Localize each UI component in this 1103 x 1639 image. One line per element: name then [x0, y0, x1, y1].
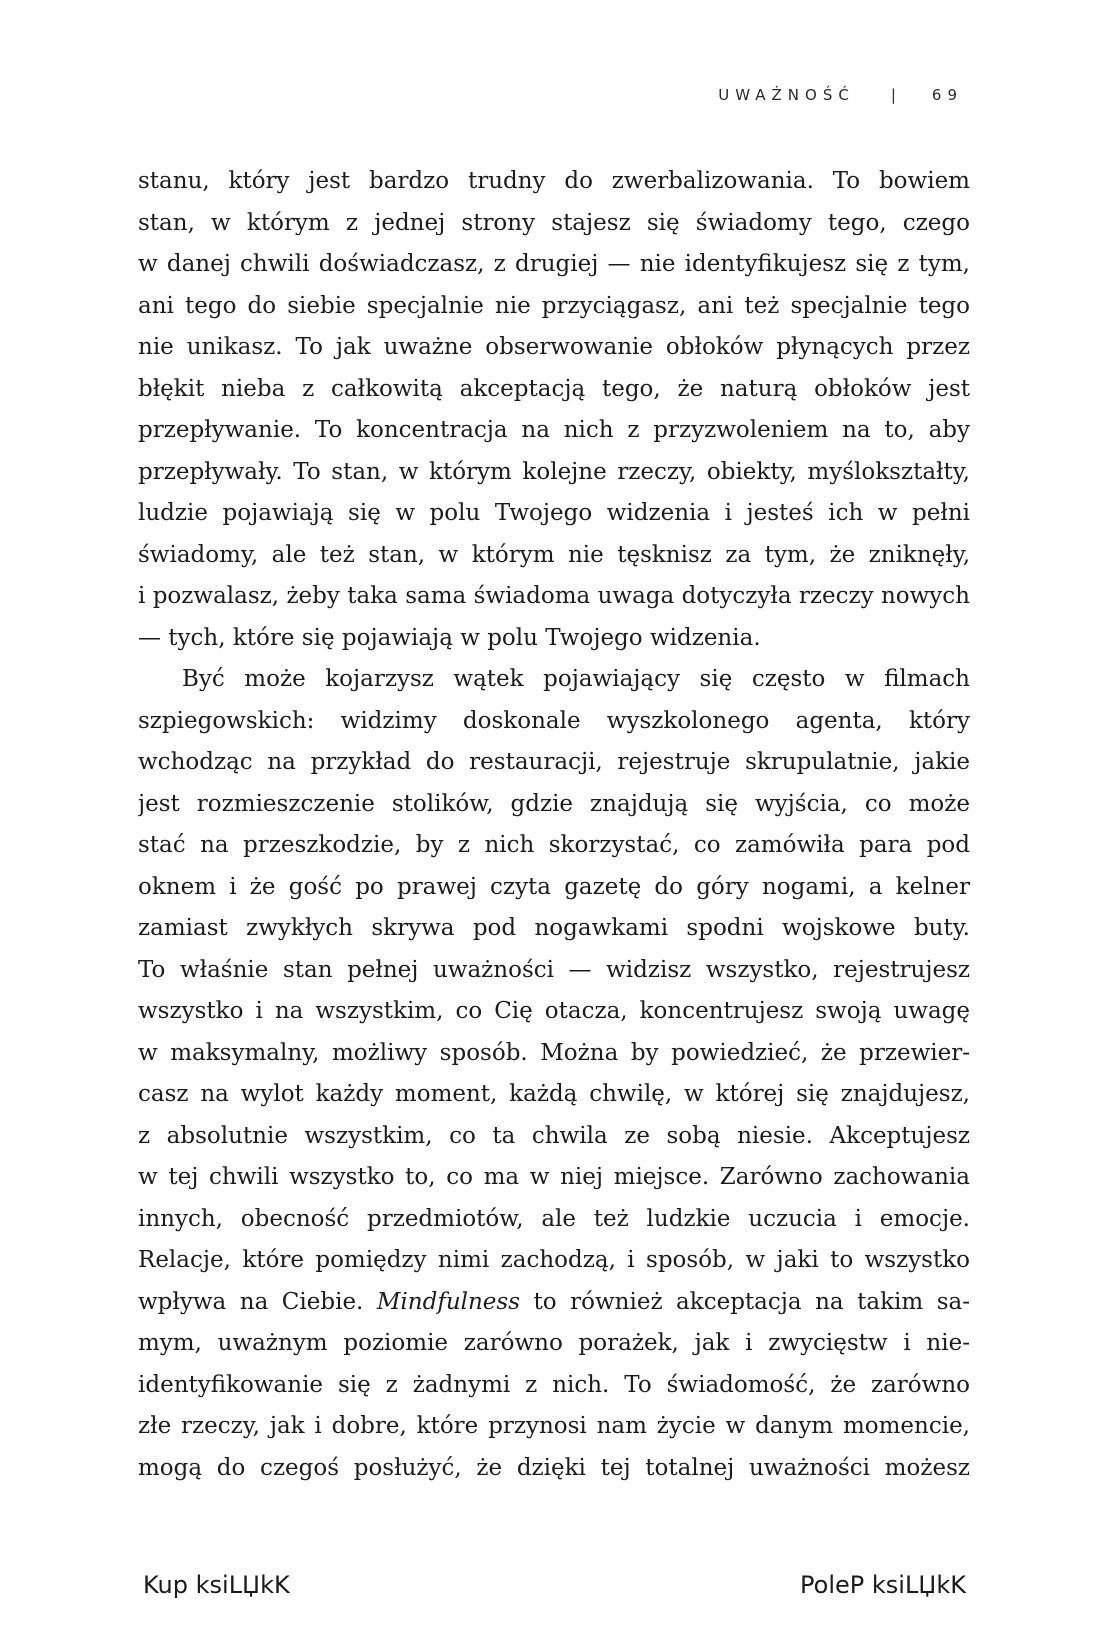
text-line: przepływanie. To koncentracja na nich z przyzwoleniem na to, aby [138, 417, 970, 443]
text-line: złe rzeczy, jak i dobre, które przynosi nam życie w danym momencie, [138, 1413, 970, 1439]
text-segment: to również akceptacja na takim sa- [520, 1288, 970, 1315]
text-line: stać na przeszkodzie, by z nich skorzystać, co zamówiła para pod [138, 832, 970, 858]
text-line: jest rozmieszczenie stolików, gdzie znajdują się wyjścia, co może [138, 790, 970, 817]
text-line: w danej chwili doświadczasz, z drugiej — nie identyfikujesz się z tym, [138, 251, 970, 277]
recommend-book-link[interactable]: PoleP ksiLЏkK [800, 1571, 966, 1599]
section-title: UWAŻNOŚĆ [718, 86, 855, 104]
text-line: ludzie pojawiają się w polu Twojego widzenia i jesteś ich w pełni [138, 500, 970, 526]
text-line: i pozwalasz, żeby taka sama świadoma uwaga dotyczyła rzeczy nowych [138, 583, 970, 609]
text-line: nie unikasz. To jak uważne obserwowanie obłoków płynących przez [138, 334, 970, 360]
text-line: oknem i że gość po prawej czyta gazetę do góry nogami, a kelner [138, 873, 970, 900]
text-line: w maksymalny, możliwy sposób. Można by powiedzieć, że przewier- [138, 1039, 970, 1066]
italic-term: Mindfulness [376, 1288, 521, 1315]
text-segment: wpływa na Ciebie. [138, 1288, 377, 1315]
text-line: zamiast zwykłych skrywa pod nogawkami spodni wojskowe buty. [138, 915, 970, 941]
text-line: w tej chwili wszystko to, co ma w niej miejsce. Zarówno zachowania [138, 1164, 970, 1190]
text-line: wszystko i na wszystkim, co Cię otacza, koncentrujesz swoją uwagę [138, 998, 970, 1024]
text-line: — tych, które się pojawiają w polu Twojego widzenia. [138, 624, 761, 651]
text-line: Relacje, które pomiędzy nimi zachodzą, i sposób, w jaki to wszystko [138, 1247, 970, 1273]
buy-book-link[interactable]: Kup ksiLЏkK [143, 1571, 290, 1599]
text-line: błękit nieba z całkowitą akceptacją tego, że naturą obłoków jest [138, 375, 970, 402]
text-line: przepływały. To stan, w którym kolejne rzeczy, obiekty, myślokształty, [138, 458, 970, 485]
text-line: mym, uważnym poziomie zarówno porażek, jak i zwycięstw i nie- [138, 1330, 970, 1356]
text-line: stan, w którym z jednej strony stajesz się świadomy tego, czego [138, 209, 970, 236]
running-head [718, 86, 963, 104]
text-line-with-italic [138, 1282, 970, 1324]
text-line: stanu, który jest bardzo trudny do zwerbalizowania. To bowiem [138, 168, 970, 194]
body-text [138, 161, 970, 1489]
text-line: ani tego do siebie specjalnie nie przyciągasz, ani też specjalnie tego [138, 292, 970, 319]
text-line: To właśnie stan pełnej uważności — widzisz wszystko, rejestrujesz [138, 956, 970, 983]
text-line: innych, obecność przedmiotów, ale też ludzkie uczucia i emocje. [138, 1205, 970, 1232]
paragraph-2 [138, 659, 970, 1489]
text-line: szpiegowskich: widzimy doskonale wyszkolonego agenta, który [138, 707, 970, 734]
text-line: z absolutnie wszystkim, co ta chwila ze sobą niesie. Akceptujesz [138, 1122, 970, 1149]
text-line: świadomy, ale też stan, w którym nie tęsknisz za tym, że zniknęły, [138, 541, 970, 568]
text-line: Być może kojarzysz wątek pojawiający się często w filmach [182, 666, 970, 692]
text-line: mogą do czegoś posłużyć, że dzięki tej totalnej uważności możesz [138, 1454, 970, 1481]
text-line: wchodząc na przykład do restauracji, rejestruje skrupulatnie, jakie [138, 749, 970, 775]
page-number: 69 [931, 86, 963, 104]
header-separator: | [890, 86, 896, 104]
paragraph-1 [138, 161, 970, 659]
text-line: casz na wylot każdy moment, każdą chwilę, w której się znajdujesz, [138, 1081, 970, 1107]
text-line: identyfikowanie się z żadnymi z nich. To świadomość, że zarówno [138, 1371, 970, 1398]
